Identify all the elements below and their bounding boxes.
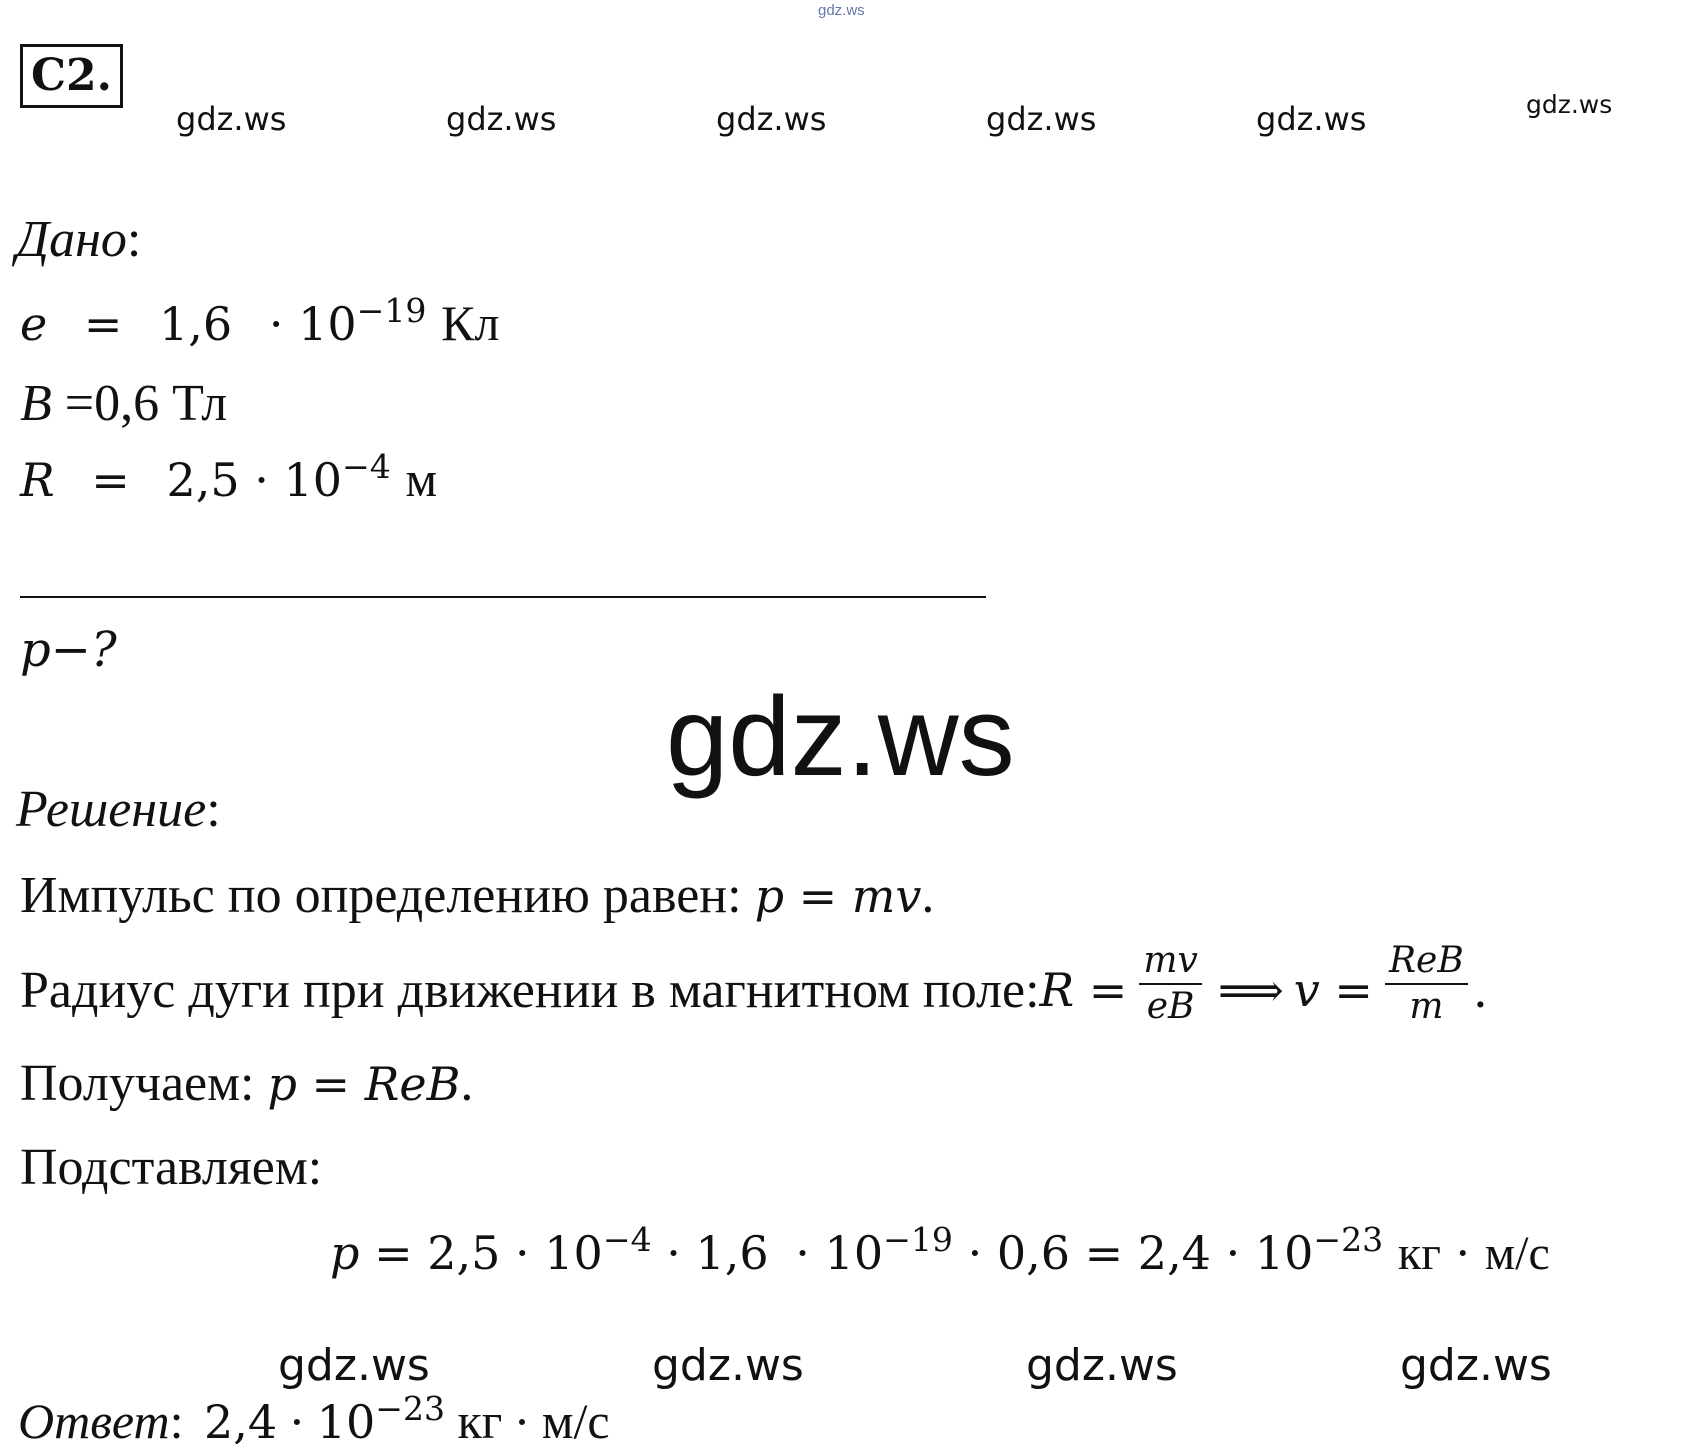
fraction-m-denominator: m <box>1409 986 1444 1027</box>
calc-mantissa-1: 2,5 <box>427 1226 501 1280</box>
given-e-eq: = <box>83 297 123 351</box>
fraction-ReB-numerator: ReB <box>1385 939 1468 985</box>
solution-heading <box>16 780 221 839</box>
watermark: gdz.ws <box>1256 100 1367 138</box>
solution-line-2-end: . <box>1473 961 1487 1019</box>
watermark: gdz.ws <box>278 1340 430 1391</box>
calc-dot: · <box>1225 1226 1241 1280</box>
given-heading <box>16 210 141 269</box>
given-R-exp: −4 <box>342 446 391 486</box>
watermark: gdz.ws <box>1400 1340 1552 1391</box>
solution-line-2-v: v = <box>1293 963 1373 1017</box>
solution-line-4: Подставляем: <box>20 1139 323 1196</box>
calc-unit-kg: кг <box>1397 1227 1441 1280</box>
solution-line-1 <box>20 866 934 925</box>
given-field <box>20 374 227 433</box>
calc-dot: · <box>515 1226 530 1280</box>
calc-eq-1: = <box>374 1226 413 1280</box>
tiny-watermark: gdz.ws <box>818 2 865 19</box>
solution-line-3-formula: p = ReB <box>267 1057 461 1111</box>
big-watermark: gdz.ws <box>666 674 1015 799</box>
given-heading-text: Дано <box>16 211 127 268</box>
watermark: gdz.ws <box>1526 90 1613 119</box>
implies-arrow: ⟹ <box>1217 963 1284 1017</box>
given-B-symbol: B <box>20 375 52 432</box>
calc-p: p <box>330 1226 360 1280</box>
given-R-dot: · <box>254 453 269 507</box>
calc-unit-ms: м/с <box>1484 1227 1550 1280</box>
answer-unit-ms: м/с <box>541 1393 610 1449</box>
calc-mantissa-2: 1,6 <box>695 1226 769 1280</box>
solution-line-2 <box>20 940 1487 1035</box>
watermark: gdz.ws <box>176 100 287 138</box>
given-B-unit: Тл <box>172 375 228 432</box>
watermark: gdz.ws <box>716 100 827 138</box>
watermark: gdz.ws <box>1026 1340 1178 1391</box>
solution-line-1-formula: p = mv <box>754 869 922 923</box>
watermark: gdz.ws <box>652 1340 804 1391</box>
solution-line-2-text: Радиус дуги при движении в магнитном поле: <box>20 961 1040 1019</box>
given-R-base: 10 <box>283 453 343 507</box>
given-R-mantissa: 2,5 <box>166 453 240 507</box>
answer-unit-kg: кг <box>457 1393 503 1449</box>
given-e-symbol: e <box>20 297 48 351</box>
given-radius <box>20 446 438 508</box>
given-e-unit: Кл <box>441 295 500 351</box>
given-R-symbol: R <box>20 453 55 507</box>
given-find <box>20 622 117 678</box>
calc-dot: · <box>795 1226 810 1280</box>
given-e-dot: · <box>268 297 284 351</box>
fraction-mv-over-eB <box>1139 939 1201 1029</box>
calc-base-2: 10 <box>824 1226 884 1280</box>
fraction-ReB-over-m <box>1385 939 1468 1029</box>
solution-line-3-end: . <box>460 1055 474 1112</box>
calc-dot: · <box>666 1226 681 1280</box>
calc-mantissa-4: 2,4 <box>1137 1226 1211 1280</box>
solution-line-1-end: . <box>921 867 935 924</box>
given-e-mantissa: 1,6 <box>159 297 233 351</box>
answer-exp: −23 <box>375 1388 445 1428</box>
calc-dot: · <box>1455 1226 1471 1280</box>
calc-exp-2: −19 <box>883 1219 953 1259</box>
calc-base-1: 10 <box>544 1226 603 1280</box>
given-e-exp: −19 <box>356 290 427 330</box>
calc-dot: · <box>967 1226 983 1280</box>
given-heading-colon: : <box>126 211 142 268</box>
solution-heading-text: Решение <box>16 781 207 838</box>
given-B-eq: = <box>64 375 95 432</box>
solution-line-3-text: Получаем: <box>20 1055 268 1112</box>
given-R-unit: м <box>405 451 438 507</box>
solution-line-3 <box>20 1054 473 1113</box>
given-find-text: p−? <box>20 622 117 678</box>
calc-mantissa-3: 0,6 <box>996 1226 1070 1280</box>
fraction-mv-numerator: mv <box>1139 939 1201 985</box>
calc-exp-4: −23 <box>1313 1219 1384 1259</box>
solution-line-1-text: Импульс по определению равен: <box>20 867 755 924</box>
answer-base: 10 <box>316 1395 376 1449</box>
answer-label: Ответ <box>18 1393 170 1449</box>
solution-line-2-R: R = <box>1039 963 1128 1017</box>
solution-heading-colon: : <box>206 781 221 838</box>
answer-dot: · <box>289 1395 305 1449</box>
answer-colon: : <box>169 1393 184 1449</box>
given-B-value: 0,6 <box>94 375 160 432</box>
calc-base-4: 10 <box>1254 1226 1314 1280</box>
answer-mantissa: 2,4 <box>203 1395 278 1449</box>
answer-unit-dot: · <box>514 1395 530 1449</box>
calc-eq-2: = <box>1084 1226 1124 1280</box>
calc-exp-1: −4 <box>602 1219 652 1259</box>
given-R-eq: = <box>91 453 130 507</box>
fraction-eB-denominator: eB <box>1146 986 1195 1027</box>
given-divider <box>20 596 986 598</box>
given-charge <box>20 290 500 352</box>
watermark: gdz.ws <box>986 100 1097 138</box>
watermark: gdz.ws <box>446 100 557 138</box>
answer <box>18 1388 610 1450</box>
problem-label: C2. <box>20 44 123 108</box>
given-e-base: 10 <box>298 297 357 351</box>
calculation <box>330 1219 1550 1281</box>
